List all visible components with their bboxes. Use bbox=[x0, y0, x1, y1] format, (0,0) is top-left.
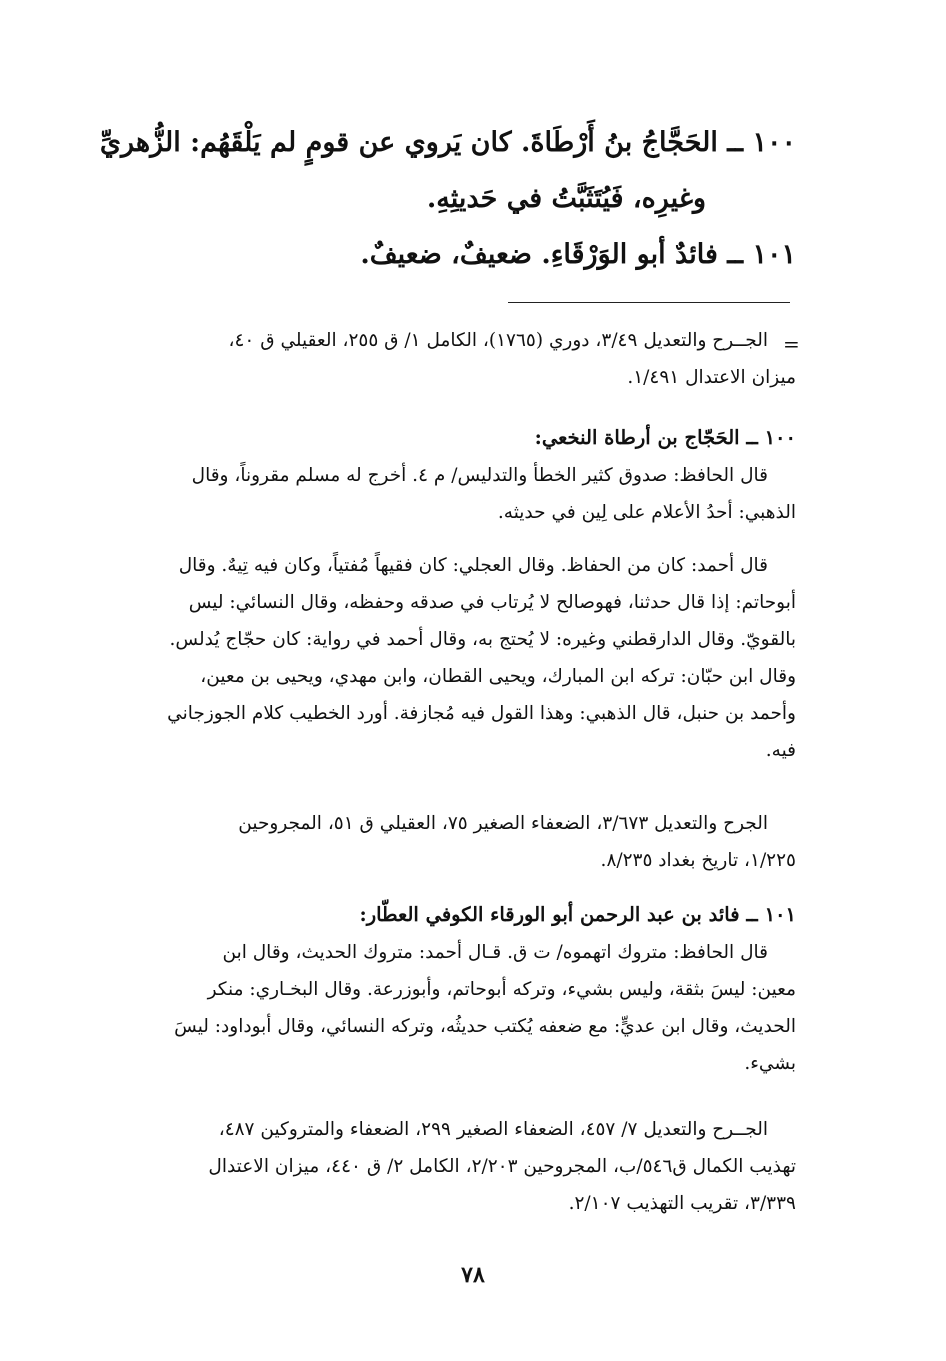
footnote-heading-text: ١٠١ ــ فائد بن عبد الرحمن أبو الورقاء الكوفي العطّار: bbox=[359, 903, 796, 926]
footnote-line: الجرح والتعديل ٣/٦٧٣، الضعفاء الصغير ٧٥، العقيلي ق ٥١، المجروحين bbox=[238, 813, 768, 834]
main-entry-100-line1: ١٠٠ ــ الحَجَّاجُ بنُ أَرْطَاةَ. كان يَروي عن قومٍ لم يَلْقَهُم: الزُّهريِّ bbox=[99, 127, 796, 158]
footnote-line: قال الحافظ: صدوق كثير الخطأ والتدليس/ م ٤. أخرج له مسلم مقروناً، وقال bbox=[191, 465, 768, 486]
footnote-line: الحديث، وقال ابن عديٍّ: مع ضعفه يُكتب حديثُه، وتركه النسائي، وقال أبوداود: ليسَ bbox=[174, 1016, 796, 1037]
footnote-line: ٣/٣٣٩، تقريب التهذيب ٢/١٠٧. bbox=[568, 1193, 796, 1214]
footnote-line: ميزان الاعتدال ١/٤٩١. bbox=[627, 367, 796, 388]
footnote-101-references bbox=[96, 1111, 796, 1222]
footnote-line: الجــرح والتعديل ٣/٤٩، دوري (١٧٦٥)، الكامل ١/ ق ٢٥٥، العقيلي ق ٤٠، bbox=[228, 330, 768, 351]
footnote-line: تهذيب الكمال ق٥٤٦/ب، المجروحين ٢/٢٠٣، الكامل ٢/ ق ٤٤٠، ميزان الاعتدال bbox=[208, 1156, 796, 1177]
footnote-continuation-marker: = bbox=[783, 332, 800, 356]
main-entry-100 bbox=[96, 114, 796, 172]
footnote-continuation bbox=[96, 322, 796, 396]
main-entry-101 bbox=[96, 226, 796, 284]
footnote-line: بالقويّ. وقال الدارقطني وغيره: لا يُحتج به، وقال أحمد في رواية: كان حجّاج يُدلس. bbox=[169, 629, 796, 650]
main-entry-100-line2 bbox=[6, 170, 706, 228]
page-number: ٧٨ bbox=[461, 1262, 485, 1288]
footnote-line: بشيء. bbox=[744, 1053, 796, 1074]
main-entry-100-line2-text: وغيرِه، فَيُتَثَبَّتُ في حَديثِهِ. bbox=[426, 183, 706, 214]
footnote-line: الجــرح والتعديل ٧/ ٤٥٧، الضعفاء الصغير ٢٩٩، الضعفاء والمتروكين ٤٨٧، bbox=[218, 1119, 768, 1140]
footnote-separator-rule bbox=[508, 302, 790, 303]
footnote-100-heading bbox=[96, 419, 796, 456]
footnote-100-paragraph-2 bbox=[96, 547, 796, 769]
footnote-100-references bbox=[96, 805, 796, 879]
footnote-line: ١/٢٢٥، تاريخ بغداد ٨/٢٣٥. bbox=[600, 850, 796, 871]
footnote-line: قال الحافظ: متروك اتهموه/ ت ق. قـال أحمد: متروك الحديث، وقال ابن bbox=[222, 942, 768, 963]
main-entry-101-text: ١٠١ ــ فائدٌ أبو الوَرْقَاءِ. ضعيفٌ، ضعيفٌ. bbox=[360, 239, 796, 270]
footnote-heading-text: ١٠٠ ــ الحَجّاج بن أرطاة النخعي: bbox=[534, 426, 796, 449]
footnote-line: أبوحاتم: إذا قال حدثنا، فهوصالح لا يُرتاب في صدقه وحفظه، وقال النسائي: ليس bbox=[188, 592, 796, 613]
footnote-101-heading bbox=[96, 896, 796, 933]
footnote-line: قال أحمد: كان من الحفاظ. وقال العجلي: كان فقيهاً مُفتياً، وكان فيه تِيهٌ. وقال bbox=[178, 555, 768, 576]
footnote-100-paragraph-1 bbox=[96, 457, 796, 531]
footnote-line: وأحمد بن حنبل، قال الذهبي: وهذا القول فيه مُجازفة. أورد الخطيب كلام الجوزجاني bbox=[167, 703, 796, 724]
footnote-line: فيه. bbox=[765, 740, 796, 761]
footnote-101-paragraph-1 bbox=[96, 934, 796, 1082]
footnote-line: وقال ابن حبّان: تركه ابن المبارك، ويحيى القطان، وابن مهدي، ويحيى بن معين، bbox=[200, 666, 796, 687]
footnote-line: معين: ليسَ بثقة، وليس بشيء، وتركه أبوحاتم، وأبوزرعة. وقال البخـاري: منكر bbox=[207, 979, 796, 1000]
footnote-line: الذهبي: أحدُ الأعلام على لِين في حديثه. bbox=[497, 502, 796, 523]
